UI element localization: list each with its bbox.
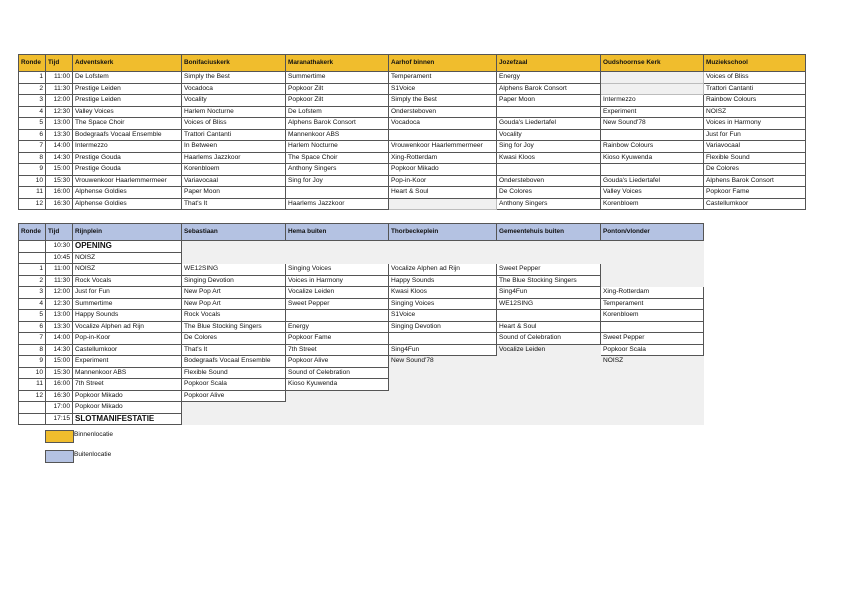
round-cell: 11 — [19, 187, 46, 199]
outdoor-header-row — [19, 224, 704, 241]
choir-cell: Pop-in-Koor — [389, 175, 497, 187]
round-cell: 2 — [19, 83, 46, 95]
choir-cell — [389, 367, 497, 379]
time-cell: 16:00 — [46, 379, 73, 391]
choir-cell: Popkoor Mikado — [73, 390, 182, 402]
round-cell: 8 — [19, 152, 46, 164]
column-header: Tijd — [46, 55, 73, 72]
choir-cell: Sweet Pepper — [601, 333, 704, 345]
time-cell: 13:00 — [46, 310, 73, 322]
choir-cell: 7th Street — [286, 344, 389, 356]
column-header: Gemeentehuis buiten — [497, 224, 601, 241]
column-header: Oudshoornse Kerk — [601, 55, 704, 72]
round-cell — [19, 402, 46, 414]
choir-cell: NOISZ — [73, 264, 182, 276]
table-row — [19, 367, 704, 379]
outdoor-schedule-table — [18, 223, 704, 425]
choir-cell: Variavocaal — [182, 175, 286, 187]
legend-indoor-label: Binnenlocatie — [74, 431, 114, 438]
choir-cell: Singing Devotion — [182, 275, 286, 287]
indoor-header-row — [19, 55, 806, 72]
round-cell: 1 — [19, 264, 46, 276]
time-cell: 14:00 — [46, 333, 73, 345]
choir-cell: De Lofstem — [73, 72, 182, 84]
time-cell: 12:30 — [46, 106, 73, 118]
choir-cell — [389, 379, 497, 391]
choir-cell — [497, 310, 601, 322]
choir-cell: New Sound'78 — [601, 118, 704, 130]
round-cell: 4 — [19, 298, 46, 310]
choir-cell: Rock Vocals — [73, 275, 182, 287]
choir-cell — [389, 413, 497, 425]
choir-cell — [286, 252, 389, 264]
round-cell: 7 — [19, 141, 46, 153]
choir-cell: Popkoor Scala — [182, 379, 286, 391]
table-row — [19, 275, 704, 287]
column-header: Tijd — [46, 224, 73, 241]
choir-cell — [601, 264, 704, 276]
time-cell: 14:30 — [46, 152, 73, 164]
choir-cell: Vocalize Alphen ad Rijn — [73, 321, 182, 333]
time-cell: 15:00 — [46, 164, 73, 176]
choir-cell — [601, 379, 704, 391]
column-header: Sebastiaan — [182, 224, 286, 241]
choir-cell — [601, 367, 704, 379]
choir-cell — [497, 413, 601, 425]
choir-cell — [497, 356, 601, 368]
choir-cell — [389, 390, 497, 402]
table-row — [19, 241, 704, 253]
round-cell: 12 — [19, 198, 46, 210]
table-row — [19, 106, 806, 118]
time-cell: 13:30 — [46, 321, 73, 333]
choir-cell — [182, 241, 286, 253]
choir-cell: Happy Sounds — [389, 275, 497, 287]
table-row — [19, 356, 704, 368]
choir-cell: Alphense Goldies — [73, 198, 182, 210]
column-header: Thorbeckeplein — [389, 224, 497, 241]
choir-cell: Singing Devotion — [389, 321, 497, 333]
table-row — [19, 298, 704, 310]
time-cell: 15:30 — [46, 367, 73, 379]
time-cell: 16:00 — [46, 187, 73, 199]
choir-cell: Experiment — [73, 356, 182, 368]
choir-cell: Trattori Cantanti — [182, 129, 286, 141]
choir-cell: Alphens Barok Consort — [704, 175, 806, 187]
choir-cell: Happy Sounds — [73, 310, 182, 322]
column-header: Ronde — [19, 224, 46, 241]
choir-cell: Flexible Sound — [182, 367, 286, 379]
choir-cell: Experiment — [601, 106, 704, 118]
choir-cell: Paper Moon — [182, 187, 286, 199]
table-row — [19, 413, 704, 425]
choir-cell: Summertime — [286, 72, 389, 84]
choir-cell: Haarlems Jazzkoor — [286, 198, 389, 210]
time-cell: 10:30 — [46, 241, 73, 253]
choir-cell — [601, 241, 704, 253]
choir-cell — [601, 252, 704, 264]
choir-cell — [286, 310, 389, 322]
round-cell: 3 — [19, 287, 46, 299]
time-cell: 12:30 — [46, 298, 73, 310]
choir-cell: 7th Street — [73, 379, 182, 391]
time-cell: 11:30 — [46, 275, 73, 287]
time-cell: 12:00 — [46, 95, 73, 107]
choir-cell — [497, 106, 601, 118]
table-row — [19, 95, 806, 107]
round-cell — [19, 252, 46, 264]
round-cell: 3 — [19, 95, 46, 107]
table-row — [19, 83, 806, 95]
choir-cell: Castellumkoor — [704, 198, 806, 210]
choir-cell: Korenbloem — [601, 310, 704, 322]
choir-cell: Popkoor Fame — [286, 333, 389, 345]
choir-cell: Singing Voices — [286, 264, 389, 276]
choir-cell — [182, 402, 286, 414]
choir-cell: Ondersteboven — [497, 175, 601, 187]
choir-cell — [497, 252, 601, 264]
choir-cell: Anthony Singers — [497, 198, 601, 210]
time-cell: 15:30 — [46, 175, 73, 187]
choir-cell: Popkoor Mikado — [73, 402, 182, 414]
round-cell: 4 — [19, 106, 46, 118]
choir-cell: Popkoor Scala — [601, 344, 704, 356]
choir-cell: Popkoor Zilt — [286, 83, 389, 95]
round-cell: 8 — [19, 344, 46, 356]
choir-cell: NOISZ — [601, 356, 704, 368]
choir-cell — [389, 129, 497, 141]
column-header: Bonifaciuskerk — [182, 55, 286, 72]
table-row — [19, 390, 704, 402]
time-cell: 16:30 — [46, 390, 73, 402]
choir-cell: Paper Moon — [497, 95, 601, 107]
choir-cell — [601, 129, 704, 141]
table-row — [19, 129, 806, 141]
time-cell: 13:30 — [46, 129, 73, 141]
choir-cell: WE12SING — [497, 298, 601, 310]
choir-cell: In Between — [182, 141, 286, 153]
column-header: Muziekschool — [704, 55, 806, 72]
choir-cell: Energy — [286, 321, 389, 333]
choir-cell: De Lofstem — [286, 106, 389, 118]
round-cell: 10 — [19, 367, 46, 379]
round-cell: 12 — [19, 390, 46, 402]
choir-cell — [601, 164, 704, 176]
choir-cell: Vocalize Leiden — [497, 344, 601, 356]
legend-indoor-swatch — [45, 430, 74, 443]
choir-cell — [389, 198, 497, 210]
choir-cell — [286, 187, 389, 199]
choir-cell: S1Voice — [389, 310, 497, 322]
choir-cell — [389, 252, 497, 264]
choir-cell: Popkoor Mikado — [389, 164, 497, 176]
choir-cell: Variavocaal — [704, 141, 806, 153]
choir-cell: Kwasi Kloos — [389, 287, 497, 299]
choir-cell: New Pop Art — [182, 287, 286, 299]
choir-cell: Anthony Singers — [286, 164, 389, 176]
choir-cell: Valley Voices — [601, 187, 704, 199]
round-cell: 11 — [19, 379, 46, 391]
choir-cell: Simply the Best — [389, 95, 497, 107]
choir-cell: Vrouwenkoor Haarlemmermeer — [73, 175, 182, 187]
choir-cell: Castellumkoor — [73, 344, 182, 356]
choir-cell: Voices of Bliss — [182, 118, 286, 130]
choir-cell: Rainbow Colours — [704, 95, 806, 107]
choir-cell: Korenbloem — [182, 164, 286, 176]
choir-cell: New Pop Art — [182, 298, 286, 310]
round-cell: 5 — [19, 310, 46, 322]
time-cell: 14:30 — [46, 344, 73, 356]
choir-cell: Voices in Harmony — [286, 275, 389, 287]
choir-cell — [389, 333, 497, 345]
choir-cell: Kioso Kyuwenda — [601, 152, 704, 164]
choir-cell: Heart & Soul — [497, 321, 601, 333]
choir-cell — [286, 413, 389, 425]
choir-cell — [182, 252, 286, 264]
table-row — [19, 152, 806, 164]
choir-cell: Xing-Rotterdam — [601, 287, 704, 299]
choir-cell: Heart & Soul — [389, 187, 497, 199]
choir-cell: Sweet Pepper — [286, 298, 389, 310]
choir-cell: Sound of Celebration — [497, 333, 601, 345]
choir-cell: Vocadoca — [389, 118, 497, 130]
table-row — [19, 264, 704, 276]
table-row — [19, 310, 704, 322]
choir-cell: Summertime — [73, 298, 182, 310]
choir-cell: Voices in Harmony — [704, 118, 806, 130]
table-row — [19, 198, 806, 210]
choir-cell: Vocality — [182, 95, 286, 107]
time-cell: 12:00 — [46, 287, 73, 299]
choir-cell: Singing Voices — [389, 298, 497, 310]
choir-cell: De Colores — [182, 333, 286, 345]
choir-cell — [601, 275, 704, 287]
column-header: Adventskerk — [73, 55, 182, 72]
indoor-schedule-table — [18, 54, 806, 210]
time-cell: 10:45 — [46, 252, 73, 264]
choir-cell: Prestige Leiden — [73, 83, 182, 95]
choir-cell: Popkoor Fame — [704, 187, 806, 199]
choir-cell: The Blue Stocking Singers — [182, 321, 286, 333]
choir-cell: Vrouwenkoor Haarlemmermeer — [389, 141, 497, 153]
choir-cell: Sing for Joy — [286, 175, 389, 187]
choir-cell: Sing4Fun — [497, 287, 601, 299]
column-header: Hema buiten — [286, 224, 389, 241]
choir-cell: Mannenkoor ABS — [286, 129, 389, 141]
round-cell — [19, 241, 46, 253]
round-cell: 7 — [19, 333, 46, 345]
choir-cell: Harlem Nocturne — [286, 141, 389, 153]
time-cell: 17:00 — [46, 402, 73, 414]
choir-cell: Alphense Goldies — [73, 187, 182, 199]
column-header: Ponton/vlonder — [601, 224, 704, 241]
table-row — [19, 252, 704, 264]
choir-cell: De Colores — [704, 164, 806, 176]
choir-cell: Just for Fun — [73, 287, 182, 299]
choir-cell: Harlem Nocturne — [182, 106, 286, 118]
choir-cell: Intermezzo — [601, 95, 704, 107]
time-cell: 15:00 — [46, 356, 73, 368]
choir-cell: Prestige Leiden — [73, 95, 182, 107]
choir-cell — [601, 72, 704, 84]
choir-cell: Gouda's Liedertafel — [497, 118, 601, 130]
time-cell: 16:30 — [46, 198, 73, 210]
choir-cell — [601, 390, 704, 402]
choir-cell: S1Voice — [389, 83, 497, 95]
choir-cell: Sound of Celebration — [286, 367, 389, 379]
table-row — [19, 344, 704, 356]
choir-cell: The Space Choir — [286, 152, 389, 164]
choir-cell: Rock Vocals — [182, 310, 286, 322]
round-cell: 9 — [19, 164, 46, 176]
choir-cell: The Space Choir — [73, 118, 182, 130]
choir-cell: Popkoor Alive — [182, 390, 286, 402]
choir-cell: Sing for Joy — [497, 141, 601, 153]
table-row — [19, 118, 806, 130]
round-cell — [19, 413, 46, 425]
choir-cell — [601, 402, 704, 414]
choir-cell: Rainbow Colours — [601, 141, 704, 153]
table-row — [19, 187, 806, 199]
choir-cell — [497, 379, 601, 391]
choir-cell: Kwasi Kloos — [497, 152, 601, 164]
time-cell: 17:15 — [46, 413, 73, 425]
choir-cell: New Sound'78 — [389, 356, 497, 368]
column-header: Jozefzaal — [497, 55, 601, 72]
choir-cell — [389, 241, 497, 253]
choir-cell — [497, 390, 601, 402]
choir-cell: Vocality — [497, 129, 601, 141]
column-header: Rijnplein — [73, 224, 182, 241]
round-cell: 10 — [19, 175, 46, 187]
choir-cell: Mannenkoor ABS — [73, 367, 182, 379]
choir-cell: Simply the Best — [182, 72, 286, 84]
round-cell: 5 — [19, 118, 46, 130]
choir-cell — [286, 241, 389, 253]
column-header: Ronde — [19, 55, 46, 72]
choir-cell: NOISZ — [704, 106, 806, 118]
choir-cell: Vocalize Alphen ad Rijn — [389, 264, 497, 276]
choir-cell: Trattori Cantanti — [704, 83, 806, 95]
choir-cell: Kioso Kyuwenda — [286, 379, 389, 391]
choir-cell: Vocadoca — [182, 83, 286, 95]
table-row — [19, 402, 704, 414]
choir-cell: Alphens Barok Consort — [497, 83, 601, 95]
table-row — [19, 321, 704, 333]
choir-cell: Temperament — [389, 72, 497, 84]
choir-cell: Valley Voices — [73, 106, 182, 118]
choir-cell: Vocalize Leiden — [286, 287, 389, 299]
column-header: Maranathakerk — [286, 55, 389, 72]
time-cell: 11:00 — [46, 264, 73, 276]
choir-cell: Alphens Barok Consort — [286, 118, 389, 130]
table-row — [19, 333, 704, 345]
time-cell: 11:30 — [46, 83, 73, 95]
choir-cell: That's It — [182, 198, 286, 210]
choir-cell — [497, 402, 601, 414]
legend-outdoor-swatch — [45, 450, 74, 463]
table-row — [19, 379, 704, 391]
choir-cell: Ondersteboven — [389, 106, 497, 118]
time-cell: 14:00 — [46, 141, 73, 153]
time-cell: 13:00 — [46, 118, 73, 130]
choir-cell — [497, 367, 601, 379]
table-row — [19, 164, 806, 176]
choir-cell: NOISZ — [73, 252, 182, 264]
round-cell: 2 — [19, 275, 46, 287]
choir-cell — [601, 321, 704, 333]
choir-cell: WE12SING — [182, 264, 286, 276]
choir-cell: Xing-Rotterdam — [389, 152, 497, 164]
choir-cell: Energy — [497, 72, 601, 84]
choir-cell: That's It — [182, 344, 286, 356]
round-cell: 6 — [19, 129, 46, 141]
choir-cell — [497, 164, 601, 176]
choir-cell: Intermezzo — [73, 141, 182, 153]
choir-cell: Just for Fun — [704, 129, 806, 141]
choir-cell — [182, 413, 286, 425]
choir-cell: Sweet Pepper — [497, 264, 601, 276]
choir-cell — [286, 390, 389, 402]
choir-cell: SLOTMANIFESTATIE — [73, 413, 182, 425]
round-cell: 1 — [19, 72, 46, 84]
table-row — [19, 141, 806, 153]
choir-cell: Prestige Gouda — [73, 152, 182, 164]
choir-cell — [389, 402, 497, 414]
choir-cell — [601, 83, 704, 95]
choir-cell: Haarlems Jazzkoor — [182, 152, 286, 164]
choir-cell — [286, 402, 389, 414]
choir-cell: Prestige Gouda — [73, 164, 182, 176]
time-cell: 11:00 — [46, 72, 73, 84]
choir-cell: Voices of Bliss — [704, 72, 806, 84]
column-header: Aarhof binnen — [389, 55, 497, 72]
choir-cell: Gouda's Liedertafel — [601, 175, 704, 187]
choir-cell: OPENING — [73, 241, 182, 253]
choir-cell: Bodegraafs Vocaal Ensemble — [182, 356, 286, 368]
choir-cell: De Colores — [497, 187, 601, 199]
choir-cell: Pop-in-Koor — [73, 333, 182, 345]
table-row — [19, 287, 704, 299]
choir-cell — [497, 241, 601, 253]
choir-cell: Korenbloem — [601, 198, 704, 210]
choir-cell: Flexible Sound — [704, 152, 806, 164]
choir-cell: Bodegraafs Vocaal Ensemble — [73, 129, 182, 141]
choir-cell: Sing4Fun — [389, 344, 497, 356]
table-row — [19, 175, 806, 187]
choir-cell: The Blue Stocking Singers — [497, 275, 601, 287]
legend-outdoor-label: Buitenlocatie — [74, 451, 112, 458]
round-cell: 6 — [19, 321, 46, 333]
choir-cell: Popkoor Alive — [286, 356, 389, 368]
table-row — [19, 72, 806, 84]
choir-cell: Popkoor Zilt — [286, 95, 389, 107]
choir-cell — [601, 413, 704, 425]
choir-cell: Temperament — [601, 298, 704, 310]
round-cell: 9 — [19, 356, 46, 368]
